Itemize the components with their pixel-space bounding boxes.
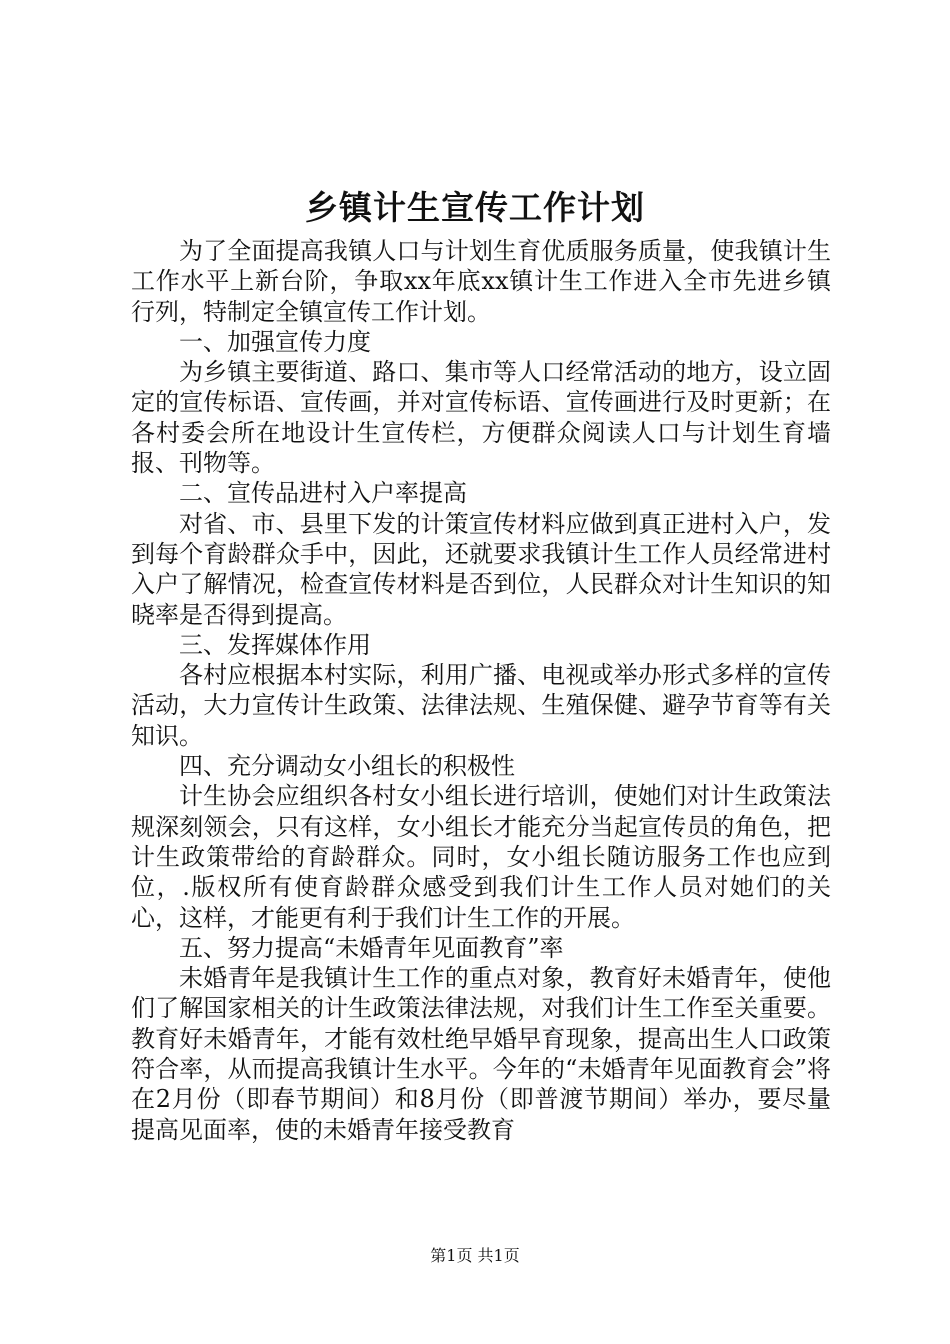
section-paragraph-4: 计生协会应组织各村女小组长进行培训，使她们对计生政策法规深刻领会，只有这样，女小组长才能充分当起宣传员的角色，把计生政策带给的育龄群众。同时，女小组长随访服务工作也应到位，.版权所有使育龄群众感受到我们计生工作人员对她们的关心，这样，才能更有利于我们计生工作的开展。	[131, 782, 831, 932]
document-title: 乡镇计生宣传工作计划	[305, 188, 645, 227]
document-body	[131, 236, 831, 1145]
section-paragraph-3: 各村应根据本村实际，利用广播、电视或举办形式多样的宣传活动，大力宣传计生政策、法律法规、生殖保健、避孕节育等有关知识。	[131, 661, 831, 750]
section-heading-5: 五、努力提高“未婚青年见面教育”率	[179, 933, 564, 962]
section-heading-1: 一、加强宣传力度	[179, 327, 371, 356]
section-heading-4: 四、充分调动女小组长的积极性	[179, 752, 515, 781]
section-heading-2: 二、宣传品进村入户率提高	[179, 479, 467, 508]
page-number-footer: 第1页 共1页	[430, 1246, 520, 1265]
section-paragraph-1: 为乡镇主要街道、路口、集市等人口经常活动的地方，设立固定的宣传标语、宣传画，并对宣传标语、宣传画进行及时更新；在各村委会所在地设计生宣传栏，方便群众阅读人口与计划生育墙报、刊物等。	[131, 358, 831, 478]
section-paragraph-5: 未婚青年是我镇计生工作的重点对象，教育好未婚青年，使他们了解国家相关的计生政策法律法规，对我们计生工作至关重要。教育好未婚青年，才能有效杜绝早婚早育现象，提高出生人口政策符合率，从而提高我镇计生水平。今年的“未婚青年见面教育会”将在2月份（即春节期间）和8月份（即普渡节期间）举办，要尽量提高见面率，使的未婚青年接受教育	[131, 964, 831, 1144]
intro-paragraph: 为了全面提高我镇人口与计划生育优质服务质量，使我镇计生工作水平上新台阶，争取xx年底xx镇计生工作进入全市先进乡镇行列，特制定全镇宣传工作计划。	[131, 237, 831, 326]
section-heading-3: 三、发挥媒体作用	[179, 630, 371, 659]
section-paragraph-2: 对省、市、县里下发的计策宣传材料应做到真正进村入户，发到每个育龄群众手中，因此，还就要求我镇计生工作人员经常进村入户了解情况，检查宣传材料是否到位，人民群众对计生知识的知晓率是否得到提高。	[131, 509, 831, 629]
